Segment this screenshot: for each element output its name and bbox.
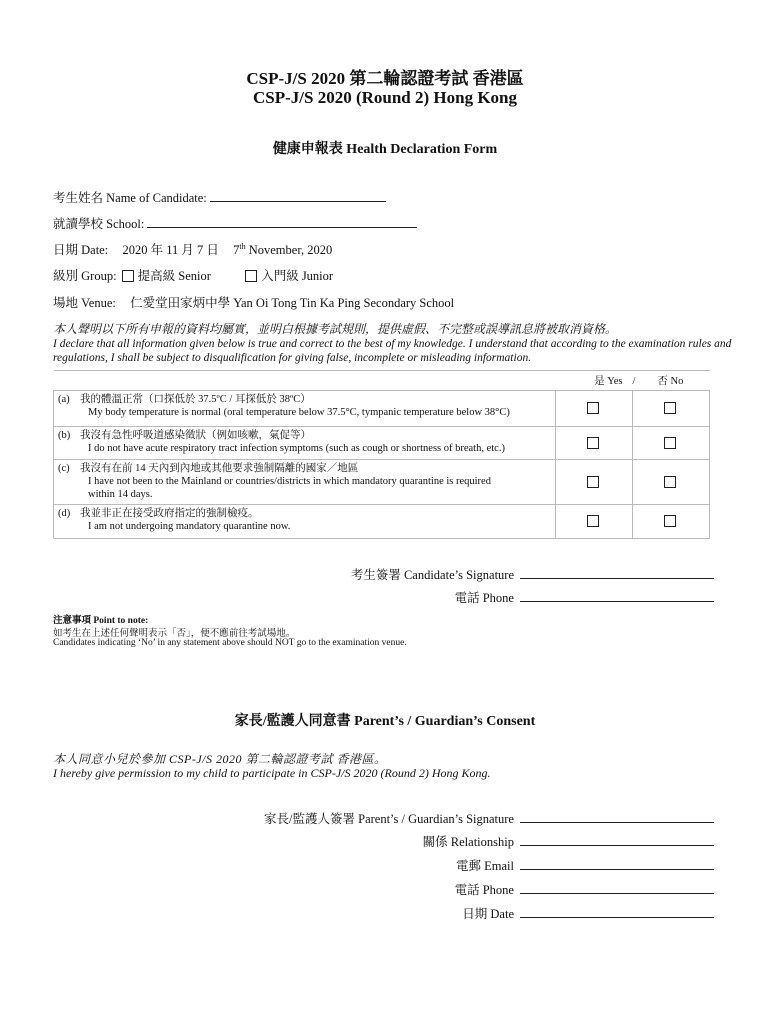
guardian-phone-field bbox=[455, 880, 714, 898]
group-label: 級別 Group: bbox=[53, 269, 117, 283]
relationship-line[interactable] bbox=[520, 835, 714, 846]
relationship-field bbox=[423, 832, 714, 850]
consent-en: I hereby give permission to my child to participate in CSP-J/S 2020 (Round 2) Hong Kong. bbox=[53, 766, 491, 780]
candidate-signature-label: 考生簽署 Candidate’s Signature bbox=[350, 568, 514, 582]
school-input-line[interactable] bbox=[147, 217, 417, 228]
page-title-zh: CSP-J/S 2020 第二輪認證考試 香港區 bbox=[246, 69, 524, 88]
junior-checkbox[interactable] bbox=[245, 270, 257, 282]
health-questions-table bbox=[53, 370, 710, 539]
note-zh: 如考生在上述任何聲明表示「否」，便不應前往考試場地。 bbox=[53, 629, 296, 639]
date-label: 日期 Date: bbox=[53, 243, 109, 257]
yes-header: 是 Yes bbox=[556, 371, 633, 391]
guardian-signature-field bbox=[264, 809, 714, 827]
question-a: (a) 我的體溫正常（口探低於 37.5ºC / 耳探低於 38ºC） My body temperature is normal (oral temperature below 37.5°C, tympanic temperature below 38°C) bbox=[54, 391, 556, 427]
question-c-yes-checkbox[interactable] bbox=[587, 476, 599, 488]
guardian-email-label: 電郵 Email bbox=[456, 859, 514, 873]
question-b-no-checkbox[interactable] bbox=[664, 437, 676, 449]
table-row bbox=[54, 391, 710, 427]
form-title: 健康申報表 Health Declaration Form bbox=[272, 142, 498, 157]
candidate-phone-label: 電話 Phone bbox=[454, 591, 514, 605]
date-field bbox=[53, 240, 332, 258]
question-d-no-checkbox[interactable] bbox=[664, 515, 676, 527]
question-a-yes-checkbox[interactable] bbox=[587, 402, 599, 414]
school-field bbox=[53, 214, 417, 232]
guardian-date-label: 日期 Date bbox=[462, 907, 514, 921]
consent-zh: 本人同意小兒於參加 CSP-J/S 2020 第二輪認證考試 香港區。 bbox=[53, 752, 387, 766]
guardian-signature-label: 家長/監護人簽署 Parent’s / Guardian’s Signature bbox=[264, 812, 514, 826]
question-c: (c) 我沒有在前 14 天內到內地或其他要求強制隔離的國家／地區 I have not been to the Mainland or countries/districts in which mandatory quarantine is required within 14 days. bbox=[54, 460, 556, 505]
senior-checkbox[interactable] bbox=[122, 270, 134, 282]
senior-label: 提高級 Senior bbox=[137, 269, 211, 283]
date-zh: 2020 年 11 月 7 日 bbox=[122, 243, 219, 257]
school-label: 就讀學校 School: bbox=[53, 217, 145, 231]
question-d-yes-checkbox[interactable] bbox=[587, 515, 599, 527]
question-d: (d) 我並非正在接受政府指定的強制檢疫。 I am not undergoing mandatory quarantine now. bbox=[54, 505, 556, 539]
name-input-line[interactable] bbox=[210, 191, 386, 202]
name-label: 考生姓名 Name of Candidate: bbox=[53, 191, 207, 205]
guardian-signature-line[interactable] bbox=[520, 812, 714, 823]
question-c-no-checkbox[interactable] bbox=[664, 476, 676, 488]
candidate-signature-line[interactable] bbox=[520, 568, 714, 579]
declaration-zh: 本人聲明以下所有申報的資料均屬實，並明白根據考試規則，提供虛假、不完整或誤導訊息將被取消資格。 bbox=[53, 322, 618, 336]
name-field bbox=[53, 188, 386, 206]
relationship-label: 關係 Relationship bbox=[422, 835, 514, 849]
date-en: November, 2020 bbox=[245, 243, 333, 257]
table-row bbox=[54, 505, 710, 539]
venue-field bbox=[53, 293, 454, 311]
date-suffix: th bbox=[239, 241, 246, 251]
guardian-phone-line[interactable] bbox=[520, 883, 714, 894]
page-title-en: CSP-J/S 2020 (Round 2) Hong Kong bbox=[252, 88, 518, 107]
table-row bbox=[54, 427, 710, 460]
guardian-email-line[interactable] bbox=[520, 859, 714, 870]
guardian-phone-label: 電話 Phone bbox=[454, 883, 514, 897]
question-b: (b) 我沒有急性呼吸道感染徵狀（例如咳嗽，氣促等） I do not have acute respiratory tract infection symptoms (such as cough or shortness of breath, etc.) bbox=[54, 427, 556, 460]
candidate-phone-line[interactable] bbox=[520, 591, 714, 602]
declaration-en: I declare that all information given below is true and correct to the best of my knowledge. I understand that according to the examination rules and regulations, I shall be subject to disqualification for giving false, incomplete or misleading information. bbox=[53, 338, 732, 364]
date-day: 7 bbox=[233, 243, 240, 257]
question-b-yes-checkbox[interactable] bbox=[587, 437, 599, 449]
guardian-email-field bbox=[456, 856, 714, 874]
venue-label: 場地 Venue: bbox=[53, 296, 116, 310]
question-a-no-checkbox[interactable] bbox=[664, 402, 676, 414]
candidate-phone-field bbox=[455, 588, 714, 606]
guardian-date-line[interactable] bbox=[520, 907, 714, 918]
junior-label: 入門級 Junior bbox=[261, 269, 334, 283]
table-row bbox=[54, 460, 710, 505]
venue-value: 仁愛堂田家炳中學 Yan Oi Tong Tin Ka Ping Secondary School bbox=[130, 296, 455, 310]
candidate-signature-field bbox=[351, 565, 714, 583]
note-en: Candidates indicating ‘No’ in any statement above should NOT go to the examination venue. bbox=[53, 638, 407, 648]
no-header: / 否 No bbox=[633, 371, 710, 391]
yes-no-separator: / bbox=[632, 376, 636, 387]
group-field bbox=[53, 266, 333, 284]
table-header-row bbox=[54, 371, 710, 391]
guardian-date-field bbox=[462, 904, 714, 922]
consent-title: 家長/監護人同意書 Parent’s / Guardian’s Consent bbox=[234, 714, 536, 729]
note-title: 注意事項 Point to note: bbox=[53, 616, 149, 626]
